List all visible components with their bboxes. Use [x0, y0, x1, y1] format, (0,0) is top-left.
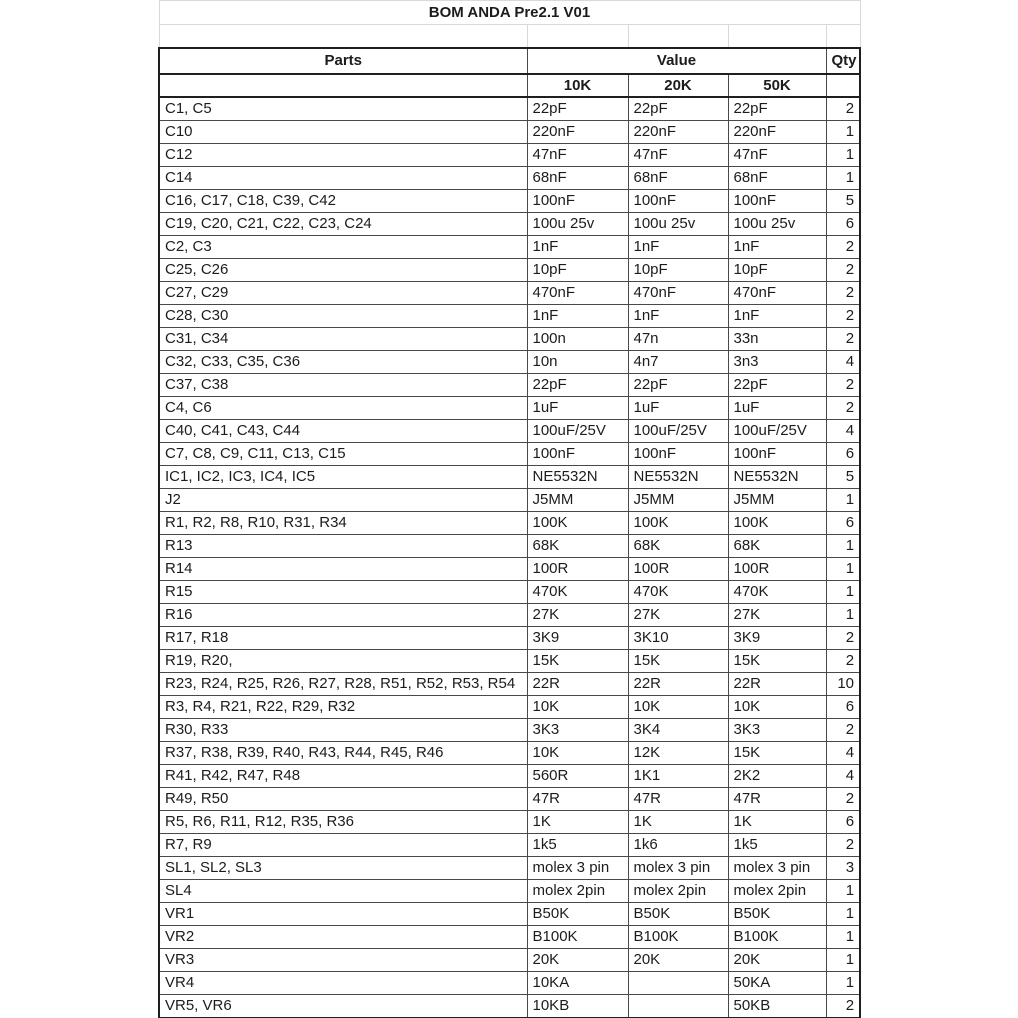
- value-50k-cell: 1nF: [728, 305, 826, 328]
- value-50k-cell: 15K: [728, 650, 826, 673]
- spacer-cell: [728, 25, 826, 49]
- parts-cell: C10: [159, 121, 527, 144]
- value-10k-cell: 27K: [527, 604, 628, 627]
- value-50k-cell: 1uF: [728, 397, 826, 420]
- value-50k-cell: 20K: [728, 949, 826, 972]
- value-50k-cell: 10pF: [728, 259, 826, 282]
- parts-cell: R14: [159, 558, 527, 581]
- qty-cell: 2: [826, 627, 860, 650]
- value-10k-cell: 3K3: [527, 719, 628, 742]
- table-row: [159, 351, 860, 374]
- qty-cell: 2: [826, 719, 860, 742]
- value-20k-cell: [628, 995, 728, 1018]
- value-20k-cell: 4n7: [628, 351, 728, 374]
- table-row: [159, 788, 860, 811]
- value-10k-cell: 22R: [527, 673, 628, 696]
- value-50k-cell: 1nF: [728, 236, 826, 259]
- value-50k-cell: 100R: [728, 558, 826, 581]
- parts-cell: C14: [159, 167, 527, 190]
- qty-cell: 1: [826, 144, 860, 167]
- qty-cell: 2: [826, 305, 860, 328]
- value-20k-cell: 3K10: [628, 627, 728, 650]
- parts-cell: R15: [159, 581, 527, 604]
- qty-cell: 1: [826, 949, 860, 972]
- value-20k-cell: 12K: [628, 742, 728, 765]
- table-row: [159, 420, 860, 443]
- qty-cell: 1: [826, 903, 860, 926]
- table-row: [159, 213, 860, 236]
- value-20k-cell: 220nF: [628, 121, 728, 144]
- value-50k-cell: B50K: [728, 903, 826, 926]
- value-20k-cell: 15K: [628, 650, 728, 673]
- table-row: [159, 535, 860, 558]
- value-10k-cell: 100nF: [527, 190, 628, 213]
- qty-cell: 1: [826, 604, 860, 627]
- table-row: [159, 259, 860, 282]
- table-row: [159, 121, 860, 144]
- table-row: [159, 857, 860, 880]
- parts-cell: R13: [159, 535, 527, 558]
- value-50k-cell: 100K: [728, 512, 826, 535]
- value-50k-cell: 3K9: [728, 627, 826, 650]
- value-10k-cell: 10KB: [527, 995, 628, 1018]
- qty-cell: 2: [826, 995, 860, 1018]
- parts-cell: R49, R50: [159, 788, 527, 811]
- parts-cell: SL4: [159, 880, 527, 903]
- table-row: [159, 328, 860, 351]
- value-20k-cell: 1nF: [628, 236, 728, 259]
- value-10k-cell: 47R: [527, 788, 628, 811]
- value-50k-cell: J5MM: [728, 489, 826, 512]
- parts-cell: VR3: [159, 949, 527, 972]
- qty-cell: 1: [826, 926, 860, 949]
- value-10k-cell: molex 2pin: [527, 880, 628, 903]
- qty-cell: 2: [826, 97, 860, 121]
- value-20k-cell: [628, 972, 728, 995]
- value-20k-cell: molex 3 pin: [628, 857, 728, 880]
- qty-cell: 2: [826, 282, 860, 305]
- table-row: [159, 972, 860, 995]
- value-20k-cell: 22pF: [628, 97, 728, 121]
- bom-table-body: [159, 97, 860, 1018]
- value-10k-cell: 68nF: [527, 167, 628, 190]
- value-20k-cell: 20K: [628, 949, 728, 972]
- table-row: [159, 190, 860, 213]
- value-50k-cell: B100K: [728, 926, 826, 949]
- value-10k-cell: 1nF: [527, 305, 628, 328]
- table-row: [159, 305, 860, 328]
- value-10k-cell: 68K: [527, 535, 628, 558]
- value-50k-cell: 68nF: [728, 167, 826, 190]
- value-50k-cell: 2K2: [728, 765, 826, 788]
- qty-cell: 1: [826, 880, 860, 903]
- table-row: [159, 144, 860, 167]
- value-50k-cell: 470K: [728, 581, 826, 604]
- table-row: [159, 558, 860, 581]
- value-10k-cell: 10K: [527, 742, 628, 765]
- spacer-cell: [159, 25, 527, 49]
- value-50k-cell: 1k5: [728, 834, 826, 857]
- qty-cell: 2: [826, 650, 860, 673]
- value-10k-cell: 100K: [527, 512, 628, 535]
- qty-cell: 1: [826, 972, 860, 995]
- value-20k-cell: 47R: [628, 788, 728, 811]
- value-50k-cell: 3n3: [728, 351, 826, 374]
- qty-cell: 2: [826, 788, 860, 811]
- value-10k-cell: 15K: [527, 650, 628, 673]
- table-row: [159, 765, 860, 788]
- variant-header-row: [159, 74, 860, 97]
- value-20k-cell: 1k6: [628, 834, 728, 857]
- table-row: [159, 926, 860, 949]
- value-10k-cell: NE5532N: [527, 466, 628, 489]
- value-50k-cell: 22pF: [728, 374, 826, 397]
- value-20k-cell: 1K: [628, 811, 728, 834]
- parts-cell: R7, R9: [159, 834, 527, 857]
- qty-cell: 2: [826, 236, 860, 259]
- value-50k-cell: 68K: [728, 535, 826, 558]
- value-50k-cell: 10K: [728, 696, 826, 719]
- qty-cell: 6: [826, 512, 860, 535]
- qty-cell: 1: [826, 558, 860, 581]
- spacer-cell: [628, 25, 728, 49]
- table-row: [159, 97, 860, 121]
- value-20k-cell: 68K: [628, 535, 728, 558]
- table-row: [159, 167, 860, 190]
- table-row: [159, 466, 860, 489]
- page-title: BOM ANDA Pre2.1 V01: [159, 1, 860, 25]
- value-50k-cell: 22pF: [728, 97, 826, 121]
- parts-cell: C19, C20, C21, C22, C23, C24: [159, 213, 527, 236]
- value-10k-cell: B50K: [527, 903, 628, 926]
- parts-cell: J2: [159, 489, 527, 512]
- value-50k-cell: 50KA: [728, 972, 826, 995]
- value-20k-cell: 1uF: [628, 397, 728, 420]
- table-row: [159, 811, 860, 834]
- parts-cell: C25, C26: [159, 259, 527, 282]
- qty-cell: 5: [826, 466, 860, 489]
- value-10k-cell: 10n: [527, 351, 628, 374]
- title-row: [159, 1, 860, 25]
- value-20k-cell: 27K: [628, 604, 728, 627]
- table-row: [159, 443, 860, 466]
- parts-cell: C32, C33, C35, C36: [159, 351, 527, 374]
- qty-cell: 2: [826, 259, 860, 282]
- table-row: [159, 903, 860, 926]
- value-10k-cell: 470K: [527, 581, 628, 604]
- value-20k-cell: 470K: [628, 581, 728, 604]
- value-20k-cell: 470nF: [628, 282, 728, 305]
- value-10k-cell: 560R: [527, 765, 628, 788]
- table-row: [159, 673, 860, 696]
- value-10k-cell: 1uF: [527, 397, 628, 420]
- value-20k-cell: 100nF: [628, 443, 728, 466]
- value-20k-cell: 100u 25v: [628, 213, 728, 236]
- value-50k-cell: 100nF: [728, 190, 826, 213]
- value-10k-cell: 470nF: [527, 282, 628, 305]
- value-20k-cell: 22R: [628, 673, 728, 696]
- parts-cell: C12: [159, 144, 527, 167]
- table-row: [159, 627, 860, 650]
- value-50k-cell: 33n: [728, 328, 826, 351]
- parts-cell: R5, R6, R11, R12, R35, R36: [159, 811, 527, 834]
- table-row: [159, 696, 860, 719]
- value-20k-cell: 100R: [628, 558, 728, 581]
- value-50k-cell: 27K: [728, 604, 826, 627]
- variant-header-empty: [159, 74, 527, 97]
- value-50k-cell: 1K: [728, 811, 826, 834]
- parts-cell: SL1, SL2, SL3: [159, 857, 527, 880]
- table-row: [159, 581, 860, 604]
- value-20k-cell: 10K: [628, 696, 728, 719]
- value-10k-cell: 1k5: [527, 834, 628, 857]
- value-50k-cell: 15K: [728, 742, 826, 765]
- value-column-header: Value: [527, 48, 826, 74]
- value-10k-cell: 220nF: [527, 121, 628, 144]
- value-50k-cell: molex 3 pin: [728, 857, 826, 880]
- value-20k-cell: 100nF: [628, 190, 728, 213]
- parts-cell: R3, R4, R21, R22, R29, R32: [159, 696, 527, 719]
- qty-cell: 2: [826, 374, 860, 397]
- value-20k-cell: J5MM: [628, 489, 728, 512]
- qty-column-header: Qty: [826, 48, 860, 74]
- value-20k-cell: 22pF: [628, 374, 728, 397]
- value-10k-cell: J5MM: [527, 489, 628, 512]
- table-row: [159, 880, 860, 903]
- parts-cell: C27, C29: [159, 282, 527, 305]
- variant-header-50k: 50K: [728, 74, 826, 97]
- parts-cell: VR2: [159, 926, 527, 949]
- value-10k-cell: 3K9: [527, 627, 628, 650]
- qty-cell: 6: [826, 443, 860, 466]
- value-50k-cell: 47R: [728, 788, 826, 811]
- qty-cell: 1: [826, 167, 860, 190]
- qty-cell: 1: [826, 121, 860, 144]
- spacer-row: [159, 25, 860, 49]
- table-row: [159, 995, 860, 1018]
- qty-cell: 4: [826, 742, 860, 765]
- value-50k-cell: 100u 25v: [728, 213, 826, 236]
- variant-header-20k: 20K: [628, 74, 728, 97]
- value-50k-cell: 3K3: [728, 719, 826, 742]
- value-20k-cell: molex 2pin: [628, 880, 728, 903]
- value-10k-cell: 100nF: [527, 443, 628, 466]
- value-20k-cell: 100K: [628, 512, 728, 535]
- variant-header-qty-empty: [826, 74, 860, 97]
- qty-cell: 10: [826, 673, 860, 696]
- value-10k-cell: 100R: [527, 558, 628, 581]
- parts-cell: R41, R42, R47, R48: [159, 765, 527, 788]
- parts-cell: R37, R38, R39, R40, R43, R44, R45, R46: [159, 742, 527, 765]
- bom-table: [158, 0, 861, 1018]
- qty-cell: 6: [826, 213, 860, 236]
- parts-cell: VR5, VR6: [159, 995, 527, 1018]
- qty-cell: 1: [826, 489, 860, 512]
- parts-cell: IC1, IC2, IC3, IC4, IC5: [159, 466, 527, 489]
- table-row: [159, 742, 860, 765]
- value-50k-cell: 50KB: [728, 995, 826, 1018]
- value-10k-cell: 100u 25v: [527, 213, 628, 236]
- value-20k-cell: 1nF: [628, 305, 728, 328]
- value-50k-cell: NE5532N: [728, 466, 826, 489]
- table-row: [159, 650, 860, 673]
- parts-cell: C28, C30: [159, 305, 527, 328]
- parts-cell: VR4: [159, 972, 527, 995]
- value-50k-cell: 100uF/25V: [728, 420, 826, 443]
- table-row: [159, 236, 860, 259]
- value-20k-cell: 1K1: [628, 765, 728, 788]
- table-row: [159, 374, 860, 397]
- value-10k-cell: 10KA: [527, 972, 628, 995]
- qty-cell: 2: [826, 397, 860, 420]
- table-row: [159, 397, 860, 420]
- table-row: [159, 512, 860, 535]
- variant-header-10k: 10K: [527, 74, 628, 97]
- table-row: [159, 834, 860, 857]
- table-row: [159, 282, 860, 305]
- qty-cell: 6: [826, 696, 860, 719]
- value-20k-cell: B100K: [628, 926, 728, 949]
- value-50k-cell: 47nF: [728, 144, 826, 167]
- table-row: [159, 949, 860, 972]
- value-20k-cell: NE5532N: [628, 466, 728, 489]
- bom-table-head: [159, 1, 860, 98]
- qty-cell: 1: [826, 535, 860, 558]
- parts-cell: C1, C5: [159, 97, 527, 121]
- spacer-cell: [527, 25, 628, 49]
- parts-cell: C37, C38: [159, 374, 527, 397]
- value-10k-cell: 20K: [527, 949, 628, 972]
- qty-cell: 2: [826, 834, 860, 857]
- value-50k-cell: molex 2pin: [728, 880, 826, 903]
- value-10k-cell: molex 3 pin: [527, 857, 628, 880]
- value-10k-cell: 100uF/25V: [527, 420, 628, 443]
- value-20k-cell: 47n: [628, 328, 728, 351]
- value-20k-cell: 47nF: [628, 144, 728, 167]
- value-20k-cell: 100uF/25V: [628, 420, 728, 443]
- value-50k-cell: 100nF: [728, 443, 826, 466]
- value-50k-cell: 22R: [728, 673, 826, 696]
- parts-cell: C4, C6: [159, 397, 527, 420]
- qty-cell: 1: [826, 581, 860, 604]
- value-20k-cell: 3K4: [628, 719, 728, 742]
- value-10k-cell: 47nF: [527, 144, 628, 167]
- parts-cell: C2, C3: [159, 236, 527, 259]
- header-row: [159, 48, 860, 74]
- parts-column-header: Parts: [159, 48, 527, 74]
- table-row: [159, 604, 860, 627]
- parts-cell: R19, R20,: [159, 650, 527, 673]
- value-10k-cell: B100K: [527, 926, 628, 949]
- value-10k-cell: 22pF: [527, 374, 628, 397]
- value-10k-cell: 10K: [527, 696, 628, 719]
- qty-cell: 4: [826, 351, 860, 374]
- value-20k-cell: 68nF: [628, 167, 728, 190]
- value-50k-cell: 470nF: [728, 282, 826, 305]
- spacer-cell: [826, 25, 860, 49]
- value-50k-cell: 220nF: [728, 121, 826, 144]
- parts-cell: C31, C34: [159, 328, 527, 351]
- table-row: [159, 489, 860, 512]
- parts-cell: R16: [159, 604, 527, 627]
- parts-cell: R23, R24, R25, R26, R27, R28, R51, R52, R53, R54: [159, 673, 527, 696]
- qty-cell: 2: [826, 328, 860, 351]
- qty-cell: 3: [826, 857, 860, 880]
- value-10k-cell: 22pF: [527, 97, 628, 121]
- parts-cell: C16, C17, C18, C39, C42: [159, 190, 527, 213]
- parts-cell: R30, R33: [159, 719, 527, 742]
- parts-cell: C40, C41, C43, C44: [159, 420, 527, 443]
- value-10k-cell: 10pF: [527, 259, 628, 282]
- value-20k-cell: 10pF: [628, 259, 728, 282]
- parts-cell: VR1: [159, 903, 527, 926]
- value-10k-cell: 1K: [527, 811, 628, 834]
- parts-cell: C7, C8, C9, C11, C13, C15: [159, 443, 527, 466]
- parts-cell: R17, R18: [159, 627, 527, 650]
- parts-cell: R1, R2, R8, R10, R31, R34: [159, 512, 527, 535]
- qty-cell: 5: [826, 190, 860, 213]
- qty-cell: 4: [826, 765, 860, 788]
- table-row: [159, 719, 860, 742]
- qty-cell: 6: [826, 811, 860, 834]
- qty-cell: 4: [826, 420, 860, 443]
- value-20k-cell: B50K: [628, 903, 728, 926]
- value-10k-cell: 1nF: [527, 236, 628, 259]
- value-10k-cell: 100n: [527, 328, 628, 351]
